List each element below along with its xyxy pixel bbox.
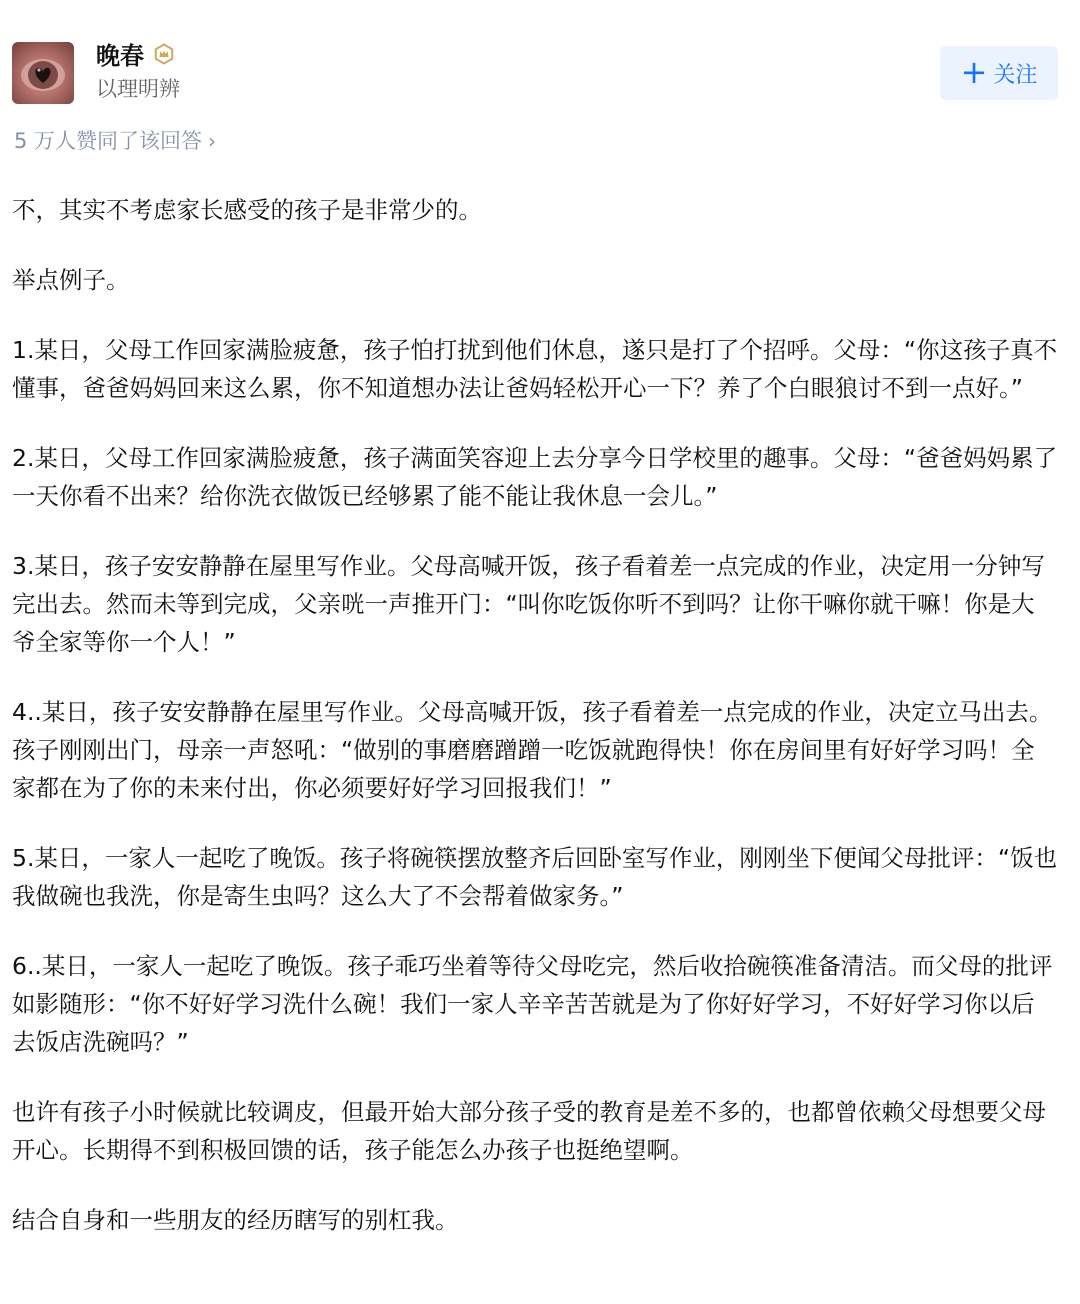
avatar[interactable] (12, 42, 74, 104)
answer-paragraph: 6..某日，一家人一起吃了晚饭。孩子乖巧坐着等待父母吃完，然后收拾碗筷准备清洁。而父母的批评如影随形：“你不好好学习洗什么碗！我们一家人辛辛苦苦就是为了你好好学习，不好好学习你以后去饭店洗碗吗？” (12, 952, 1053, 1056)
plus-icon: + (960, 52, 988, 91)
upvote-summary-link[interactable] (14, 126, 216, 156)
answer-content (12, 191, 1058, 1271)
answer-paragraph: 4..某日，孩子安安静静在屋里写作业。父母高喊开饭，孩子看着差一点完成的作业，决定立马出去。孩子刚刚出门，母亲一声怒吼：“做别的事磨磨蹭蹭一吃饭就跑得快！你在房间里有好好学习吗！全家都在为了你的未来付出，你必须要好好学习回报我们！” (12, 698, 1053, 802)
chevron-right-icon: › (208, 129, 217, 153)
answer-paragraph: 举点例子。 (12, 266, 130, 294)
avatar-eye-heart-icon (12, 42, 74, 104)
answer-header (12, 42, 1058, 104)
answer-paragraph: 也许有孩子小时候就比较调皮，但最开始大部分孩子受的教育是差不多的，也都曾依赖父母想要父母开心。长期得不到积极回馈的话，孩子能怎么办孩子也挺绝望啊。 (12, 1098, 1046, 1164)
answer-paragraph: 3.某日，孩子安安静静在屋里写作业。父母高喊开饭，孩子看着差一点完成的作业，决定用一分钟写完出去。然而未等到完成，父亲咣一声推开门：“叫你吃饭你听不到吗？让你干嘛你就干嘛！你是大爷全家等你一个人！” (12, 552, 1045, 656)
answer-paragraph: 结合自身和一些朋友的经历瞎写的别杠我。 (12, 1206, 459, 1234)
author-bio: 以理明辨 (96, 77, 180, 101)
answer-paragraph: 不，其实不考虑家长感受的孩子是非常少的。 (12, 196, 482, 224)
answer-paragraph: 1.某日，父母工作回家满脸疲惫，孩子怕打扰到他们休息，遂只是打了个招呼。父母：“你这孩子真不懂事，爸爸妈妈回来这么累，你不知道想办法让爸妈轻松开心一下？养了个白眼狼讨不到一点好。” (12, 336, 1058, 402)
answer-paragraph: 5.某日，一家人一起吃了晚饭。孩子将碗筷摆放整齐后回卧室写作业，刚刚坐下便闻父母批评：“饭也我做碗也我洗，你是寄生虫吗？这么大了不会帮着做家务。” (12, 844, 1058, 910)
follow-button-label: 关注 (993, 62, 1038, 88)
upvote-summary-text: 5 万人赞同了该回答 (14, 129, 203, 153)
author-name[interactable]: 晚春 (96, 42, 144, 70)
follow-button[interactable] (940, 46, 1058, 100)
answer-paragraph: 2.某日，父母工作回家满脸疲惫，孩子满面笑容迎上去分享今日学校里的趣事。父母：“爸爸妈妈累了一天你看不出来？给你洗衣做饭已经够累了能不能让我休息一会儿。” (12, 444, 1058, 510)
badge-icon[interactable] (153, 43, 175, 65)
